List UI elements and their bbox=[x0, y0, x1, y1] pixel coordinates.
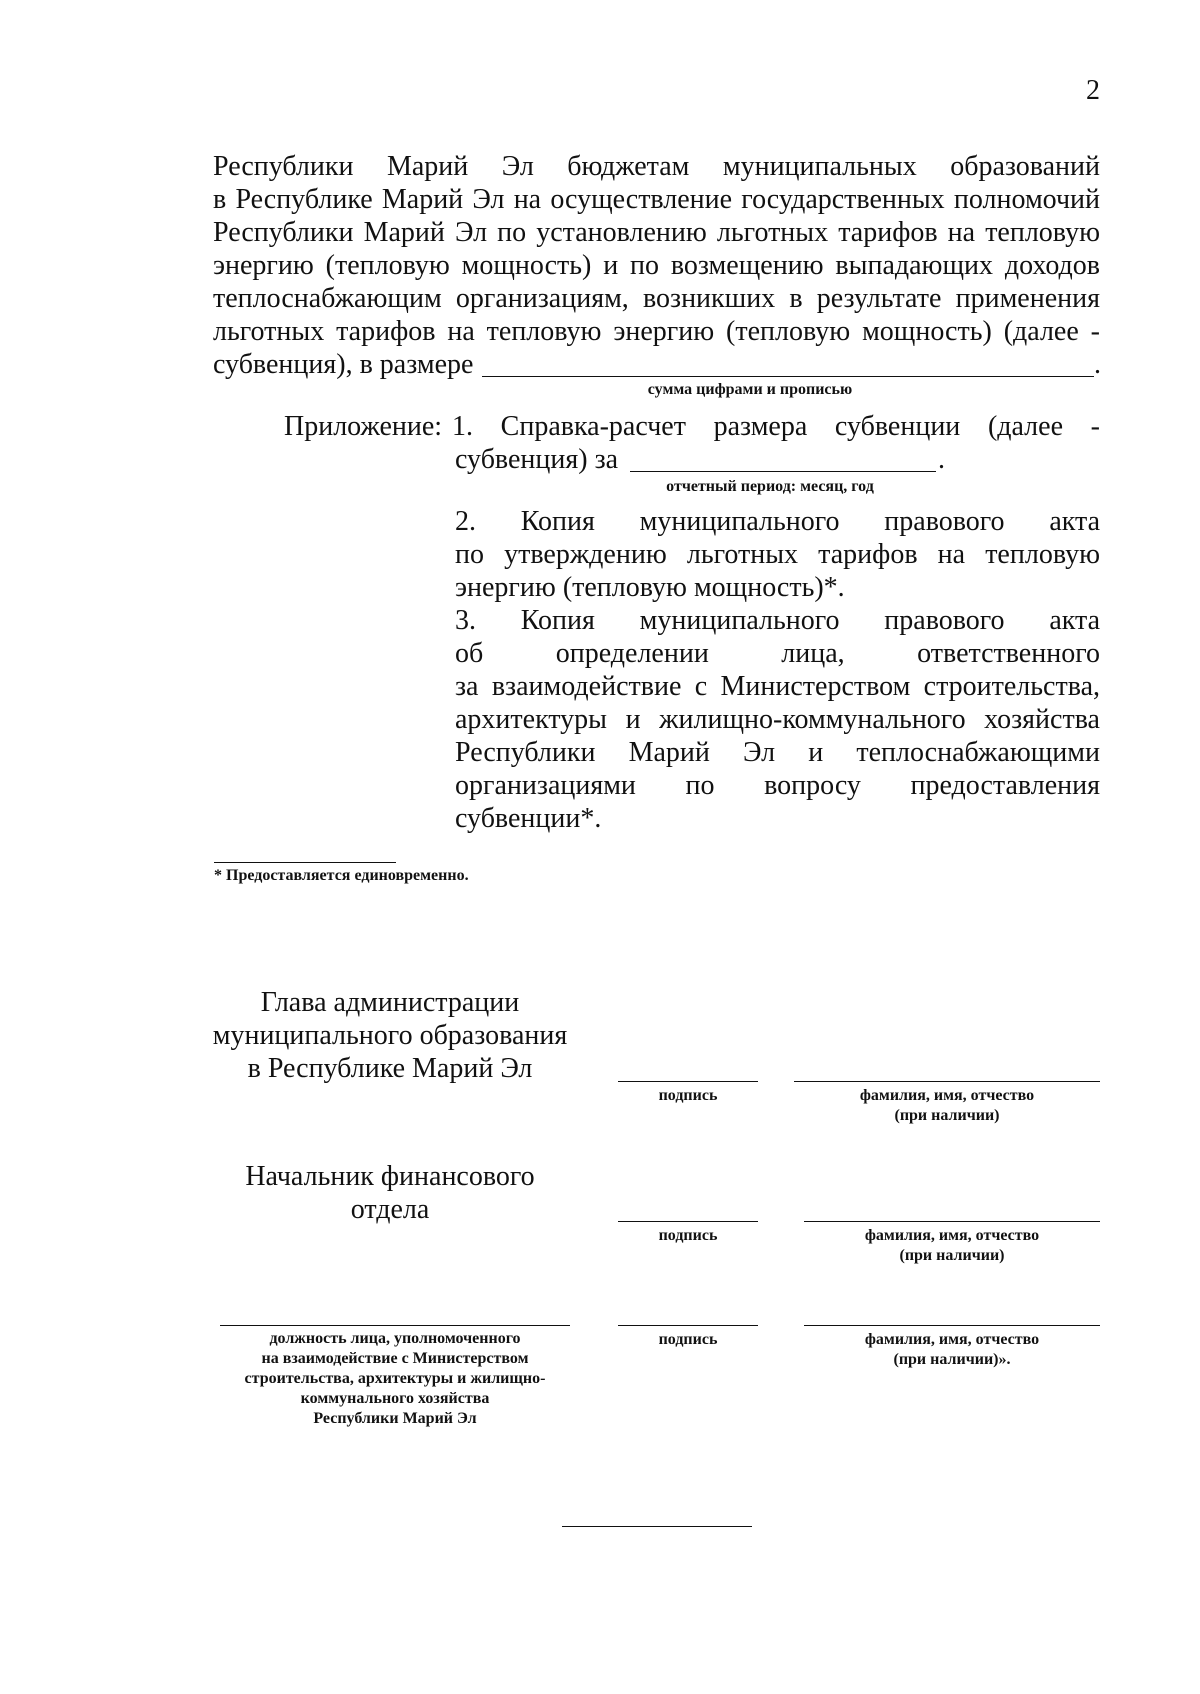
intro-line: теплоснабжающим организациям, возникших в результате применения bbox=[213, 283, 1100, 314]
authorized-position-caption-line: на взаимодействие с Министерством bbox=[261, 1350, 529, 1367]
finance-name-caption-line: фамилия, имя, отчество bbox=[864, 1227, 1040, 1244]
end-separator bbox=[562, 1526, 752, 1527]
intro-paragraph bbox=[213, 150, 1100, 348]
appendix-item-3-line: Республики Марий Эл и теплоснабжающими bbox=[455, 737, 1100, 768]
footnote: * Предоставляется единовременно. bbox=[214, 867, 469, 884]
appendix-item-1-line-start: субвенция) за bbox=[455, 444, 619, 475]
page-number: 2 bbox=[1086, 75, 1100, 106]
appendix-item-3 bbox=[455, 604, 1100, 835]
head-title-line: в Республике Марий Эл bbox=[247, 1053, 533, 1084]
intro-last-line-end: . bbox=[1094, 349, 1101, 380]
authorized-name-caption-line: (при наличии)». bbox=[893, 1351, 1011, 1368]
appendix-item-3-line: за взаимодействие с Министерством строительства, bbox=[455, 671, 1100, 702]
authorized-position-caption-line: строительства, архитектуры и жилищно- bbox=[244, 1370, 546, 1387]
amount-hint: сумма цифрами и прописью bbox=[647, 381, 853, 398]
footnote-separator bbox=[214, 862, 396, 863]
finance-sign-caption: подпись bbox=[658, 1227, 718, 1244]
finance-name-line bbox=[804, 1221, 1100, 1222]
authorized-name-caption-line: фамилия, имя, отчество bbox=[864, 1331, 1040, 1348]
head-title-line: муниципального образования bbox=[212, 1020, 568, 1051]
finance-title-line: отдела bbox=[350, 1194, 430, 1225]
period-hint: отчетный период: месяц, год bbox=[666, 478, 874, 495]
appendix-item-3-line: архитектуры и жилищно-коммунального хозяйства bbox=[455, 704, 1100, 735]
appendix-item-3-line: 3. Копия муниципального правового акта bbox=[455, 605, 1100, 636]
appendix-item-2-line: энергию (тепловую мощность)*. bbox=[455, 572, 845, 603]
authorized-sign-caption: подпись bbox=[658, 1331, 718, 1348]
appendix-item-2 bbox=[455, 505, 1100, 604]
finance-name-caption-line: (при наличии) bbox=[899, 1247, 1005, 1264]
intro-line: энергию (тепловую мощность) и по возмещению выпадающих доходов bbox=[213, 250, 1100, 281]
amount-blank-line bbox=[482, 376, 1094, 377]
head-signature-line bbox=[618, 1081, 758, 1082]
head-sign-caption: подпись bbox=[658, 1087, 718, 1104]
intro-line: Республики Марий Эл бюджетам муниципальных образований bbox=[213, 151, 1100, 182]
authorized-name-caption bbox=[804, 1330, 1100, 1370]
head-title-line: Глава администрации bbox=[260, 987, 520, 1018]
authorized-position-caption-line: коммунального хозяйства bbox=[300, 1390, 490, 1407]
appendix-item-3-line: об определении лица, ответственного bbox=[455, 638, 1100, 669]
finance-title-line: Начальник финансового bbox=[245, 1161, 535, 1192]
appendix-item-1-line: 1. Справка-расчет размера субвенции (далее - bbox=[452, 411, 1100, 442]
intro-line: льготных тарифов на тепловую энергию (тепловую мощность) (далее - bbox=[213, 316, 1100, 347]
authorized-position-caption-line: Республики Марий Эл bbox=[313, 1410, 477, 1427]
appendix-item-2-line: 2. Копия муниципального правового акта bbox=[455, 506, 1100, 537]
head-title bbox=[200, 986, 580, 1085]
authorized-name-line bbox=[804, 1325, 1100, 1326]
intro-line: в Республике Марий Эл на осуществление государственных полномочий bbox=[213, 184, 1100, 215]
head-name-caption-line: (при наличии) bbox=[894, 1107, 1000, 1124]
head-name-caption-line: фамилия, имя, отчество bbox=[859, 1087, 1035, 1104]
appendix-item-2-line: по утверждению льготных тарифов на тепловую bbox=[455, 539, 1100, 570]
authorized-position-caption bbox=[205, 1329, 585, 1429]
appendix-item-1-line-end: . bbox=[938, 444, 945, 475]
head-name-caption bbox=[794, 1086, 1100, 1126]
head-name-line bbox=[794, 1081, 1100, 1082]
finance-name-caption bbox=[804, 1226, 1100, 1266]
authorized-position-caption-line: должность лица, уполномоченного bbox=[269, 1330, 521, 1347]
appendix-label: Приложение: bbox=[284, 411, 443, 442]
finance-signature-line bbox=[618, 1221, 758, 1222]
appendix-item-3-line: организациями по вопросу предоставления bbox=[455, 770, 1100, 801]
period-blank-line bbox=[630, 471, 936, 472]
intro-line: Республики Марий Эл по установлению льготных тарифов на тепловую bbox=[213, 217, 1100, 248]
appendix-item-3-line: субвенции*. bbox=[455, 803, 602, 834]
authorized-signature-line bbox=[618, 1325, 758, 1326]
finance-title bbox=[200, 1160, 580, 1226]
authorized-position-line bbox=[220, 1325, 570, 1326]
intro-last-line-start: субвенция), в размере bbox=[213, 349, 474, 380]
